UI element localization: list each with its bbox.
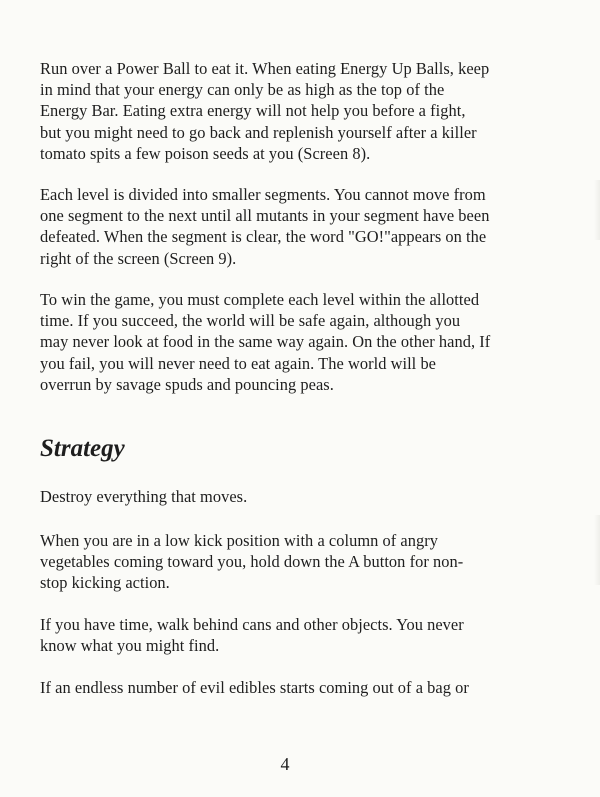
text-line: in mind that your energy can only be as high as the top of the bbox=[40, 80, 445, 100]
text-line: Each level is divided into smaller segments. You cannot move from bbox=[40, 185, 486, 204]
text-line: stop kicking action. bbox=[40, 573, 170, 593]
text-line: overrun by savage spuds and pouncing peas. bbox=[40, 374, 334, 394]
section-heading-strategy: Strategy bbox=[40, 435, 125, 462]
text-line: defeated. When the segment is clear, the word "GO!"appears on the bbox=[40, 227, 487, 247]
text-line: Destroy everything that moves. bbox=[40, 487, 248, 506]
paragraph-walk-behind bbox=[40, 614, 575, 656]
text-line: If you have time, walk behind cans and other objects. You never bbox=[40, 615, 464, 634]
paragraph-win-game bbox=[40, 289, 575, 395]
page-edge-shadow bbox=[594, 515, 600, 585]
paragraph-segments bbox=[40, 184, 575, 269]
paragraph-low-kick bbox=[40, 530, 575, 594]
text-line: one segment to the next until all mutants in your segment have been bbox=[40, 206, 490, 226]
text-line: If an endless number of evil edibles starts coming out of a bag or bbox=[40, 678, 469, 697]
text-line: right of the screen (Screen 9). bbox=[40, 248, 237, 268]
paragraph-power-ball bbox=[40, 58, 575, 164]
text-line: When you are in a low kick position with a column of angry bbox=[40, 531, 439, 550]
text-line: Energy Bar. Eating extra energy will not help you before a fight, bbox=[40, 101, 466, 121]
text-line: know what you might find. bbox=[40, 636, 220, 656]
paragraph-endless-edibles bbox=[40, 677, 575, 698]
paragraph-destroy bbox=[40, 486, 575, 507]
text-line: tomato spits a few poison seeds at you (Screen 8). bbox=[40, 143, 371, 163]
text-line: vegetables coming toward you, hold down the A button for non- bbox=[40, 552, 464, 572]
text-line: time. If you succeed, the world will be safe again, although you bbox=[40, 311, 461, 331]
page-edge-shadow bbox=[594, 180, 600, 240]
text-line: may never look at food in the same way again. On the other hand, If bbox=[40, 332, 491, 352]
page-number: 4 bbox=[280, 754, 290, 774]
text-line: Run over a Power Ball to eat it. When eating Energy Up Balls, keep bbox=[40, 59, 490, 78]
text-line: but you might need to go back and replenish yourself after a killer bbox=[40, 122, 477, 142]
text-line: To win the game, you must complete each level within the allotted bbox=[40, 290, 480, 309]
text-line: you fail, you will never need to eat again. The world will be bbox=[40, 353, 437, 373]
